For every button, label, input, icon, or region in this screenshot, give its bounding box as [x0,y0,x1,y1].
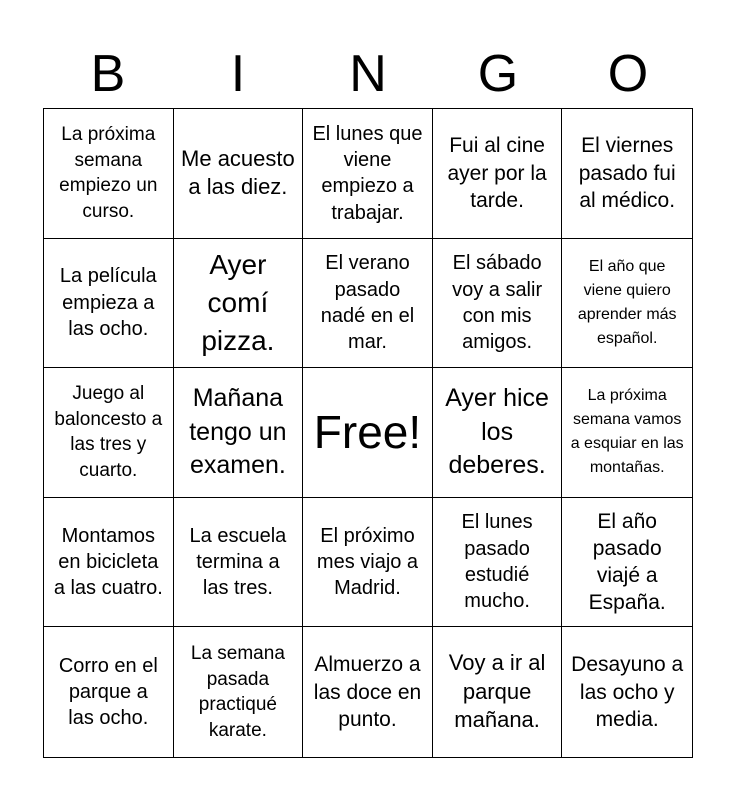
bingo-cell[interactable] [174,368,304,498]
cell-text: El viernes pasado fui al médico. [578,134,676,212]
cell-text: Voy a ir al parque mañana. [448,650,546,733]
header-letter-n: N [349,45,387,103]
bingo-cell[interactable] [303,239,433,369]
bingo-cell[interactable] [433,498,563,628]
bingo-board [43,108,693,758]
bingo-cell[interactable] [562,368,692,498]
cell-text: Fui al cine ayer por la tarde. [447,134,547,212]
cell-text: El año pasado viajé a España. [588,509,666,615]
cell-text: El año que viene quiero aprender más español. [577,257,677,347]
cell-text: La próxima semana empiezo un curso. [59,124,158,222]
bingo-cell[interactable] [174,109,304,239]
bingo-cell[interactable] [303,627,433,757]
cell-text: Ayer comí pizza. [201,249,275,356]
bingo-cell[interactable] [433,239,563,369]
header-letter-o: O [607,45,649,103]
bingo-cell[interactable] [433,109,563,239]
cell-text: El lunes pasado estudié mucho. [461,511,533,613]
bingo-cell[interactable] [562,239,692,369]
bingo-cell[interactable] [303,498,433,628]
bingo-cell-free[interactable] [303,368,433,498]
bingo-cell[interactable] [174,627,304,757]
header-letter-b: B [90,45,126,103]
cell-text: La escuela termina a las tres. [189,524,287,600]
cell-text: La próxima semana vamos a esquiar en las montañas. [570,387,684,477]
free-space-label: Free! [313,406,422,459]
bingo-cell[interactable] [174,498,304,628]
bingo-cell[interactable] [44,498,174,628]
cell-text: Me acuesto a las diez. [181,145,295,200]
bingo-cell[interactable] [433,627,563,757]
bingo-cell[interactable] [433,368,563,498]
cell-text: Montamos en bicicleta a las cuatro. [53,524,163,600]
header-letter-i: I [230,45,246,103]
cell-text: Mañana tengo un examen. [189,383,287,480]
cell-text: El próximo mes viajo a Madrid. [316,524,419,600]
cell-text: Corro en el parque a las ocho. [58,654,158,730]
bingo-cell[interactable] [174,239,304,369]
bingo-cell[interactable] [562,627,692,757]
cell-text: La semana pasada practiqué karate. [190,642,285,741]
bingo-cell[interactable] [303,109,433,239]
cell-text: El lunes que viene empiezo a trabajar. [312,122,423,224]
bingo-cell[interactable] [44,627,174,757]
header-letter-g: G [477,45,519,103]
cell-text: El sábado voy a salir con mis amigos. [452,252,543,354]
bingo-cell[interactable] [44,368,174,498]
cell-text: Juego al baloncesto a las tres y cuarto. [54,383,163,482]
cell-text: La película empieza a las ocho. [59,265,157,341]
cell-text: Ayer hice los deberes. [445,383,549,480]
bingo-header [43,40,693,108]
bingo-cell[interactable] [562,498,692,628]
cell-text: El verano pasado nadé en el mar. [320,252,415,354]
bingo-cell[interactable] [44,109,174,239]
cell-text: Almuerzo a las doce en punto. [313,653,422,731]
cell-text: Desayuno a las ocho y media. [571,653,684,731]
bingo-cell[interactable] [562,109,692,239]
bingo-cell[interactable] [44,239,174,369]
